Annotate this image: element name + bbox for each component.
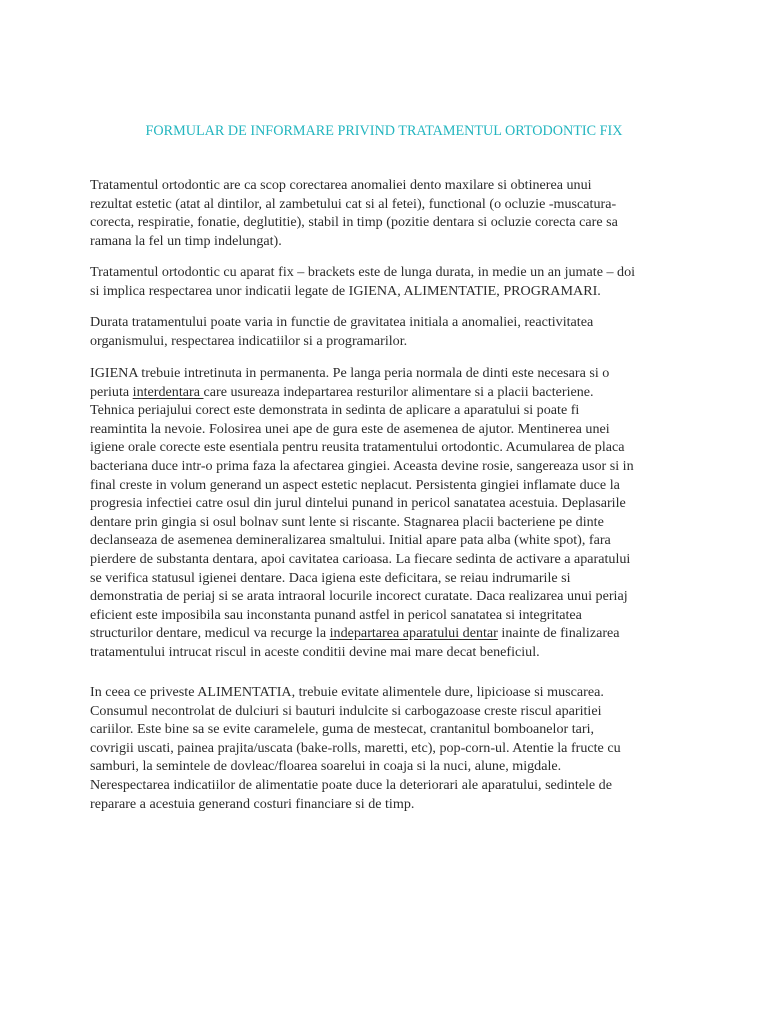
- text-line: Tratamentul ortodontic are ca scop corectarea anomaliei dento maxilare si obtinerea unui: [90, 177, 592, 193]
- text-line: declanseaza de asemenea demineralizarea smaltului. Initial apare pata alba (white spot), fara: [90, 532, 611, 549]
- text-line: bacteriana duce intr-o prima faza la afectarea gingiei. Aceasta devine rosie, sangereaza usor si in: [90, 457, 634, 474]
- text-line: dentare prin gingia si osul bolnav sunt lente si riscante. Stagnarea placii bacteriene pe dinte: [90, 513, 604, 530]
- text-line: Consumul necontrolat de dulciuri si bauturi indulcite si carbogazoase creste riscul aparitiei: [90, 702, 602, 719]
- underlined-term-interdentara: interdentara: [132, 383, 204, 400]
- text-line: cariilor. Este bine sa se evite caramelele, guma de mestecat, crantanitul bomboanelor tari,: [90, 721, 595, 738]
- text-line: demonstratia de periaj si se arata intraoral locurile incorect curatate. Daca realizarea unui periaj: [90, 588, 628, 605]
- paragraph-purpose: [90, 176, 690, 250]
- paragraph-duration-fixed: [90, 263, 690, 300]
- text-span: inainte de finalizarea: [497, 625, 620, 642]
- text-line: corecta, respiratie, fonatie, deglutitie), stabil in timp (pozitie dentara si ocluzie corecta care sa: [90, 214, 618, 231]
- text-line: reparare a acestuia generand costuri financiare si de timp.: [90, 795, 415, 812]
- text-line: Tratamentul ortodontic cu aparat fix – brackets este de lunga durata, in medie un an jumate – doi: [90, 264, 636, 280]
- underlined-term-removal: indepartarea aparatului dentar: [329, 625, 498, 642]
- text-line: pierdere de substanta dentara, apoi cavitatea carioasa. La fiecare sedinta de activare a aparatului: [90, 550, 631, 567]
- text-span: structurilor dentare, medicul va recurge la: [90, 625, 330, 642]
- document-title: FORMULAR DE INFORMARE PRIVIND TRATAMENTUL ORTODONTIC FIX: [145, 123, 623, 139]
- text-line: covrigii uscati, painea prajita/uscata (bake-rolls, maretti, etc), pop-corn-ul. Atentie la fructe cu: [90, 739, 621, 756]
- text-line: tratamentului intrucat riscul in aceste conditii devine mai mare decat beneficiul.: [90, 643, 540, 660]
- text-line: rezultat estetic (atat al dintilor, al zambetului cat si al fetei), functional (o ocluzie -muscatura-: [90, 195, 617, 212]
- text-line: se verifica statusul igienei dentare. Daca igiena este deficitara, se reiau indrumarile si: [90, 569, 571, 586]
- text-line: [90, 624, 690, 643]
- text-line: Tehnica periajului corect este demonstrata in sedinta de aplicare a aparatului si poate fi: [90, 402, 580, 419]
- text-line: progresia infectiei catre osul din jurul dintelui punand in pericol sanatatea acestuia. Deplasarile: [90, 495, 626, 512]
- text-line: [90, 383, 690, 402]
- text-line: In ceea ce priveste ALIMENTATIA, trebuie evitate alimentele dure, lipicioase si muscarea.: [90, 684, 604, 700]
- paragraph-hygiene: [90, 364, 690, 662]
- text-line: reamintita la nevoie. Folosirea unei ape de gura este de asemenea de ajutor. Mentinerea unei: [90, 420, 610, 437]
- text-line: si implica respectarea unor indicatii legate de IGIENA, ALIMENTATIE, PROGRAMARI.: [90, 282, 601, 299]
- text-line: samburi, la semintele de dovleac/floarea soarelui in coaja si la nuci, alune, migdale.: [90, 758, 562, 775]
- paragraph-duration-varies: [90, 313, 690, 350]
- paragraph-nutrition: [90, 683, 690, 813]
- text-line: ramana la fel un timp indelungat).: [90, 232, 282, 249]
- text-span: care usureaza indepartarea resturilor alimentare si a placii bacteriene.: [203, 383, 594, 400]
- text-line: eficient este imposibila sau inconstanta punand astfel in pericol sanatatea si integritatea: [90, 606, 582, 623]
- text-line: Nerespectarea indicatiilor de alimentatie poate duce la deteriorari ale aparatului, sedintele de: [90, 776, 612, 793]
- text-line: IGIENA trebuie intretinuta in permanenta. Pe langa peria normala de dinti este necesara si o: [90, 365, 610, 381]
- text-line: igiene orale corecte este esentiala pentru reusita tratamentului ortodontic. Acumularea de placa: [90, 439, 625, 456]
- text-line: final creste in volum generand un aspect estetic neplacut. Persistenta gingiei inflamate duce la: [90, 476, 620, 493]
- text-span: periuta: [90, 383, 133, 400]
- text-line: organismului, respectarea indicatiilor si a programarilor.: [90, 332, 408, 349]
- text-line: Durata tratamentului poate varia in functie de gravitatea initiala a anomaliei, reactivitatea: [90, 314, 594, 330]
